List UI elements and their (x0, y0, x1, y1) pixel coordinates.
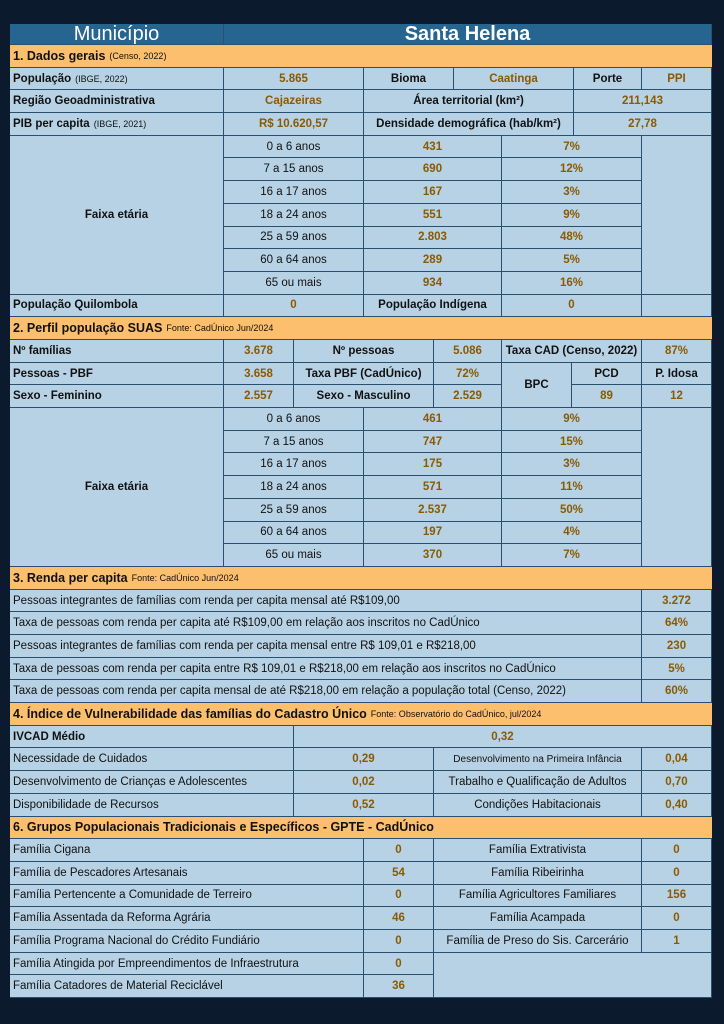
s2-rows-2-3 (10, 363, 712, 408)
pib-label: PIB per capita (13, 117, 90, 130)
gpte-label: Família Catadores de Material Reciclável (10, 975, 364, 998)
table-row (224, 431, 642, 454)
populacao-value: 5.865 (224, 68, 364, 91)
taxa-cad-label: Taxa CAD (Censo, 2022) (502, 340, 642, 363)
pcd-value: 89 (572, 385, 642, 408)
table-row (224, 249, 642, 272)
ivcad-dim-value: 0,04 (642, 748, 712, 771)
table-row (10, 748, 712, 771)
table-row (224, 408, 642, 431)
quilombola-value: 0 (224, 295, 364, 318)
faixa-percent: 3% (502, 453, 642, 476)
idosa-value: 12 (642, 385, 712, 408)
faixa-label: 18 a 24 anos (224, 476, 364, 499)
municipality-name: Santa Helena (224, 24, 712, 45)
indigena-value: 0 (502, 295, 642, 318)
s1-faixa-filler (642, 136, 712, 295)
renda-label: Taxa de pessoas com renda per capita entre R$ 109,01 e R$218,00 em relação aos inscritos no CadÚnico (10, 658, 642, 681)
ivcad-value: 0,32 (294, 726, 712, 749)
ivcad-dim-value: 0,02 (294, 771, 434, 794)
taxa-cad-value: 87% (642, 340, 712, 363)
table-row (224, 181, 642, 204)
renda-label: Taxa de pessoas com renda per capita até R$109,00 em relação aos inscritos no CadÚnico (10, 612, 642, 635)
populacao-label: População (13, 72, 72, 85)
pessoas-label: Nº pessoas (294, 340, 434, 363)
gpte-label: Família Agricultores Familiares (434, 885, 642, 908)
bpc-label: BPC (502, 363, 572, 408)
gpte-value: 36 (364, 975, 434, 998)
municipio-label: Município (10, 24, 224, 45)
table-row (10, 953, 434, 976)
s2-faixa-filler (642, 408, 712, 567)
faixa-percent: 3% (502, 181, 642, 204)
gpte-value: 0 (364, 839, 434, 862)
faixa-label: 0 a 6 anos (224, 408, 364, 431)
faixa-percent: 5% (502, 249, 642, 272)
faixa-count: 2.537 (364, 499, 502, 522)
faixa-count: 747 (364, 431, 502, 454)
ivcad-dim-label: Desenvolvimento de Crianças e Adolescentes (10, 771, 294, 794)
faixa-count: 934 (364, 272, 502, 295)
gpte-label: Família Pertencente a Comunidade de Terreiro (10, 885, 364, 908)
renda-value: 3.272 (642, 590, 712, 613)
ivcad-dim-value: 0,40 (642, 794, 712, 817)
renda-label: Pessoas integrantes de famílias com renda per capita mensal até R$109,00 (10, 590, 642, 613)
porte-label: Porte (574, 68, 642, 91)
s2-faixa-table (224, 408, 642, 567)
section-4-title: 4. Índice de Vulnerabilidade das famílias do Cadastro Único (13, 706, 367, 721)
area-value: 211,143 (574, 90, 712, 113)
section-3-source: Fonte: CadÚnico Jun/2024 (131, 572, 239, 583)
table-row (10, 612, 712, 635)
gpte-label: Família de Preso do Sis. Carcerário (434, 930, 642, 953)
renda-value: 230 (642, 635, 712, 658)
ivcad-dim-label: Trabalho e Qualificação de Adultos (434, 771, 642, 794)
table-row (224, 499, 642, 522)
table-row (224, 227, 642, 250)
quilombola-label: População Quilombola (10, 295, 224, 318)
renda-value: 5% (642, 658, 712, 681)
taxa-pbf-label: Taxa PBF (CadÚnico) (294, 363, 434, 386)
faixa-percent: 7% (502, 544, 642, 567)
pbf-value: 3.658 (224, 363, 294, 386)
s1-faixa-table (224, 136, 642, 295)
gpte-value: 0 (364, 930, 434, 953)
gpte-value: 156 (642, 885, 712, 908)
indigena-label: População Indígena (364, 295, 502, 318)
renda-value: 64% (642, 612, 712, 635)
faixa-count: 690 (364, 158, 502, 181)
table-row (10, 862, 712, 885)
regiao-label: Região Geoadministrativa (10, 90, 224, 113)
gpte-value: 0 (364, 885, 434, 908)
porte-value: PPI (642, 68, 712, 91)
faixa-label: 60 a 64 anos (224, 249, 364, 272)
gpte-label: Família Atingida por Empreendimentos de Infraestrutura (10, 953, 364, 976)
faixa-count: 370 (364, 544, 502, 567)
faixa-label: 7 a 15 anos (224, 158, 364, 181)
s1-row-regiao (10, 90, 712, 113)
s6-filler (434, 953, 712, 998)
faixa-percent: 48% (502, 227, 642, 250)
faixa-count: 461 (364, 408, 502, 431)
table-row (10, 794, 712, 817)
table-row (10, 930, 712, 953)
feminino-label: Sexo - Feminino (10, 385, 224, 408)
faixa-label: 60 a 64 anos (224, 522, 364, 545)
municipality-sheet (10, 24, 712, 998)
area-label: Área territorial (km²) (364, 90, 574, 113)
faixa-label: 25 a 59 anos (224, 227, 364, 250)
faixa-count: 197 (364, 522, 502, 545)
table-row (10, 885, 712, 908)
faixa-percent: 4% (502, 522, 642, 545)
s2-row-pbf (10, 363, 502, 386)
table-row (10, 590, 712, 613)
faixa-count: 175 (364, 453, 502, 476)
pessoas-value: 5.086 (434, 340, 502, 363)
gpte-value: 1 (642, 930, 712, 953)
table-row (10, 635, 712, 658)
section-2-title: 2. Perfil população SUAS (13, 321, 163, 336)
ivcad-dim-label: Condições Habitacionais (434, 794, 642, 817)
gpte-label: Família Extrativista (434, 839, 642, 862)
ivcad-dim-label: Desenvolvimento na Primeira Infância (434, 748, 642, 771)
s1-row-populacao (10, 68, 712, 91)
gpte-label: Família Programa Nacional do Crédito Fundiário (10, 930, 364, 953)
faixa-label: 18 a 24 anos (224, 204, 364, 227)
gpte-value: 0 (642, 839, 712, 862)
section-2-header (10, 317, 712, 340)
table-row (224, 522, 642, 545)
populacao-source: (IBGE, 2022) (75, 73, 128, 84)
pib-value: R$ 10.620,57 (224, 113, 364, 136)
table-row (10, 839, 712, 862)
faixa-count: 289 (364, 249, 502, 272)
ivcad-dim-value: 0,52 (294, 794, 434, 817)
table-row (224, 476, 642, 499)
gpte-label: Família Ribeirinha (434, 862, 642, 885)
faixa-count: 431 (364, 136, 502, 159)
s1-faixa-label: Faixa etária (10, 136, 224, 295)
gpte-value: 0 (642, 862, 712, 885)
section-1-source: (Censo, 2022) (109, 50, 167, 61)
ivcad-dim-value: 0,70 (642, 771, 712, 794)
section-6-title: 6. Grupos Populacionais Tradicionais e Específicos - GPTE - CadÚnico (13, 820, 434, 835)
masculino-label: Sexo - Masculino (294, 385, 434, 408)
faixa-label: 65 ou mais (224, 272, 364, 295)
header-row (10, 24, 712, 45)
s2-row-1 (10, 340, 712, 363)
faixa-label: 65 ou mais (224, 544, 364, 567)
faixa-label: 25 a 59 anos (224, 499, 364, 522)
faixa-percent: 9% (502, 204, 642, 227)
renda-value: 60% (642, 680, 712, 703)
section-1-title: 1. Dados gerais (13, 48, 106, 63)
s6-bottom (10, 953, 712, 998)
familias-label: Nº famílias (10, 340, 224, 363)
section-3-title: 3. Renda per capita (13, 570, 128, 585)
table-row (10, 907, 712, 930)
s1-row-quilombola (10, 295, 712, 318)
gpte-value: 46 (364, 907, 434, 930)
taxa-pbf-value: 72% (434, 363, 502, 386)
s2-row-sexo (10, 385, 502, 408)
table-row (224, 136, 642, 159)
densidade-value: 27,78 (574, 113, 712, 136)
faixa-percent: 15% (502, 431, 642, 454)
table-row (224, 158, 642, 181)
faixa-percent: 50% (502, 499, 642, 522)
s2-faixa-label: Faixa etária (10, 408, 224, 567)
idosa-label: P. Idosa (642, 363, 712, 386)
s2-faixa-block (10, 408, 712, 567)
renda-label: Pessoas integrantes de famílias com renda per capita mensal entre R$ 109,01 e R$218,00 (10, 635, 642, 658)
faixa-count: 571 (364, 476, 502, 499)
table-row (224, 204, 642, 227)
ivcad-dim-label: Disponibilidade de Recursos (10, 794, 294, 817)
section-3-header (10, 567, 712, 590)
section-4-source: Fonte: Observatório do CadÚnico, jul/2024 (370, 708, 542, 719)
faixa-count: 551 (364, 204, 502, 227)
faixa-percent: 12% (502, 158, 642, 181)
ivcad-dim-label: Necessidade de Cuidados (10, 748, 294, 771)
faixa-label: 0 a 6 anos (224, 136, 364, 159)
ivcad-row (10, 726, 712, 749)
familias-value: 3.678 (224, 340, 294, 363)
gpte-label: Família Cigana (10, 839, 364, 862)
bioma-value: Caatinga (454, 68, 574, 91)
faixa-count: 2.803 (364, 227, 502, 250)
densidade-label: Densidade demográfica (hab/km²) (364, 113, 574, 136)
table-row (224, 544, 642, 567)
masculino-value: 2.529 (434, 385, 502, 408)
table-row (10, 975, 434, 998)
table-row (10, 680, 712, 703)
bioma-label: Bioma (364, 68, 454, 91)
gpte-value: 54 (364, 862, 434, 885)
section-4-header (10, 703, 712, 726)
pib-source: (IBGE, 2021) (93, 118, 147, 129)
table-row (224, 453, 642, 476)
faixa-label: 7 a 15 anos (224, 431, 364, 454)
ivcad-label: IVCAD Médio (10, 726, 294, 749)
table-row (224, 272, 642, 295)
gpte-label: Família Assentada da Reforma Agrária (10, 907, 364, 930)
ivcad-dim-value: 0,29 (294, 748, 434, 771)
table-row (10, 771, 712, 794)
regiao-value: Cajazeiras (224, 90, 364, 113)
pcd-label: PCD (572, 363, 642, 386)
gpte-label: Família de Pescadores Artesanais (10, 862, 364, 885)
faixa-percent: 7% (502, 136, 642, 159)
gpte-value: 0 (364, 953, 434, 976)
pbf-label: Pessoas - PBF (10, 363, 224, 386)
section-6-header (10, 817, 712, 840)
faixa-percent: 9% (502, 408, 642, 431)
s1-faixa-block (10, 136, 712, 295)
feminino-value: 2.557 (224, 385, 294, 408)
gpte-value: 0 (642, 907, 712, 930)
table-row (10, 658, 712, 681)
faixa-label: 16 a 17 anos (224, 453, 364, 476)
gpte-label: Família Acampada (434, 907, 642, 930)
faixa-count: 167 (364, 181, 502, 204)
section-2-source: Fonte: CadÚnico Jun/2024 (166, 323, 274, 334)
faixa-label: 16 a 17 anos (224, 181, 364, 204)
faixa-percent: 16% (502, 272, 642, 295)
s1-row-pib (10, 113, 712, 136)
renda-label: Taxa de pessoas com renda per capita mensal de até R$218,00 em relação a população total (Censo, 2022) (10, 680, 642, 703)
section-1-header (10, 45, 712, 68)
faixa-percent: 11% (502, 476, 642, 499)
